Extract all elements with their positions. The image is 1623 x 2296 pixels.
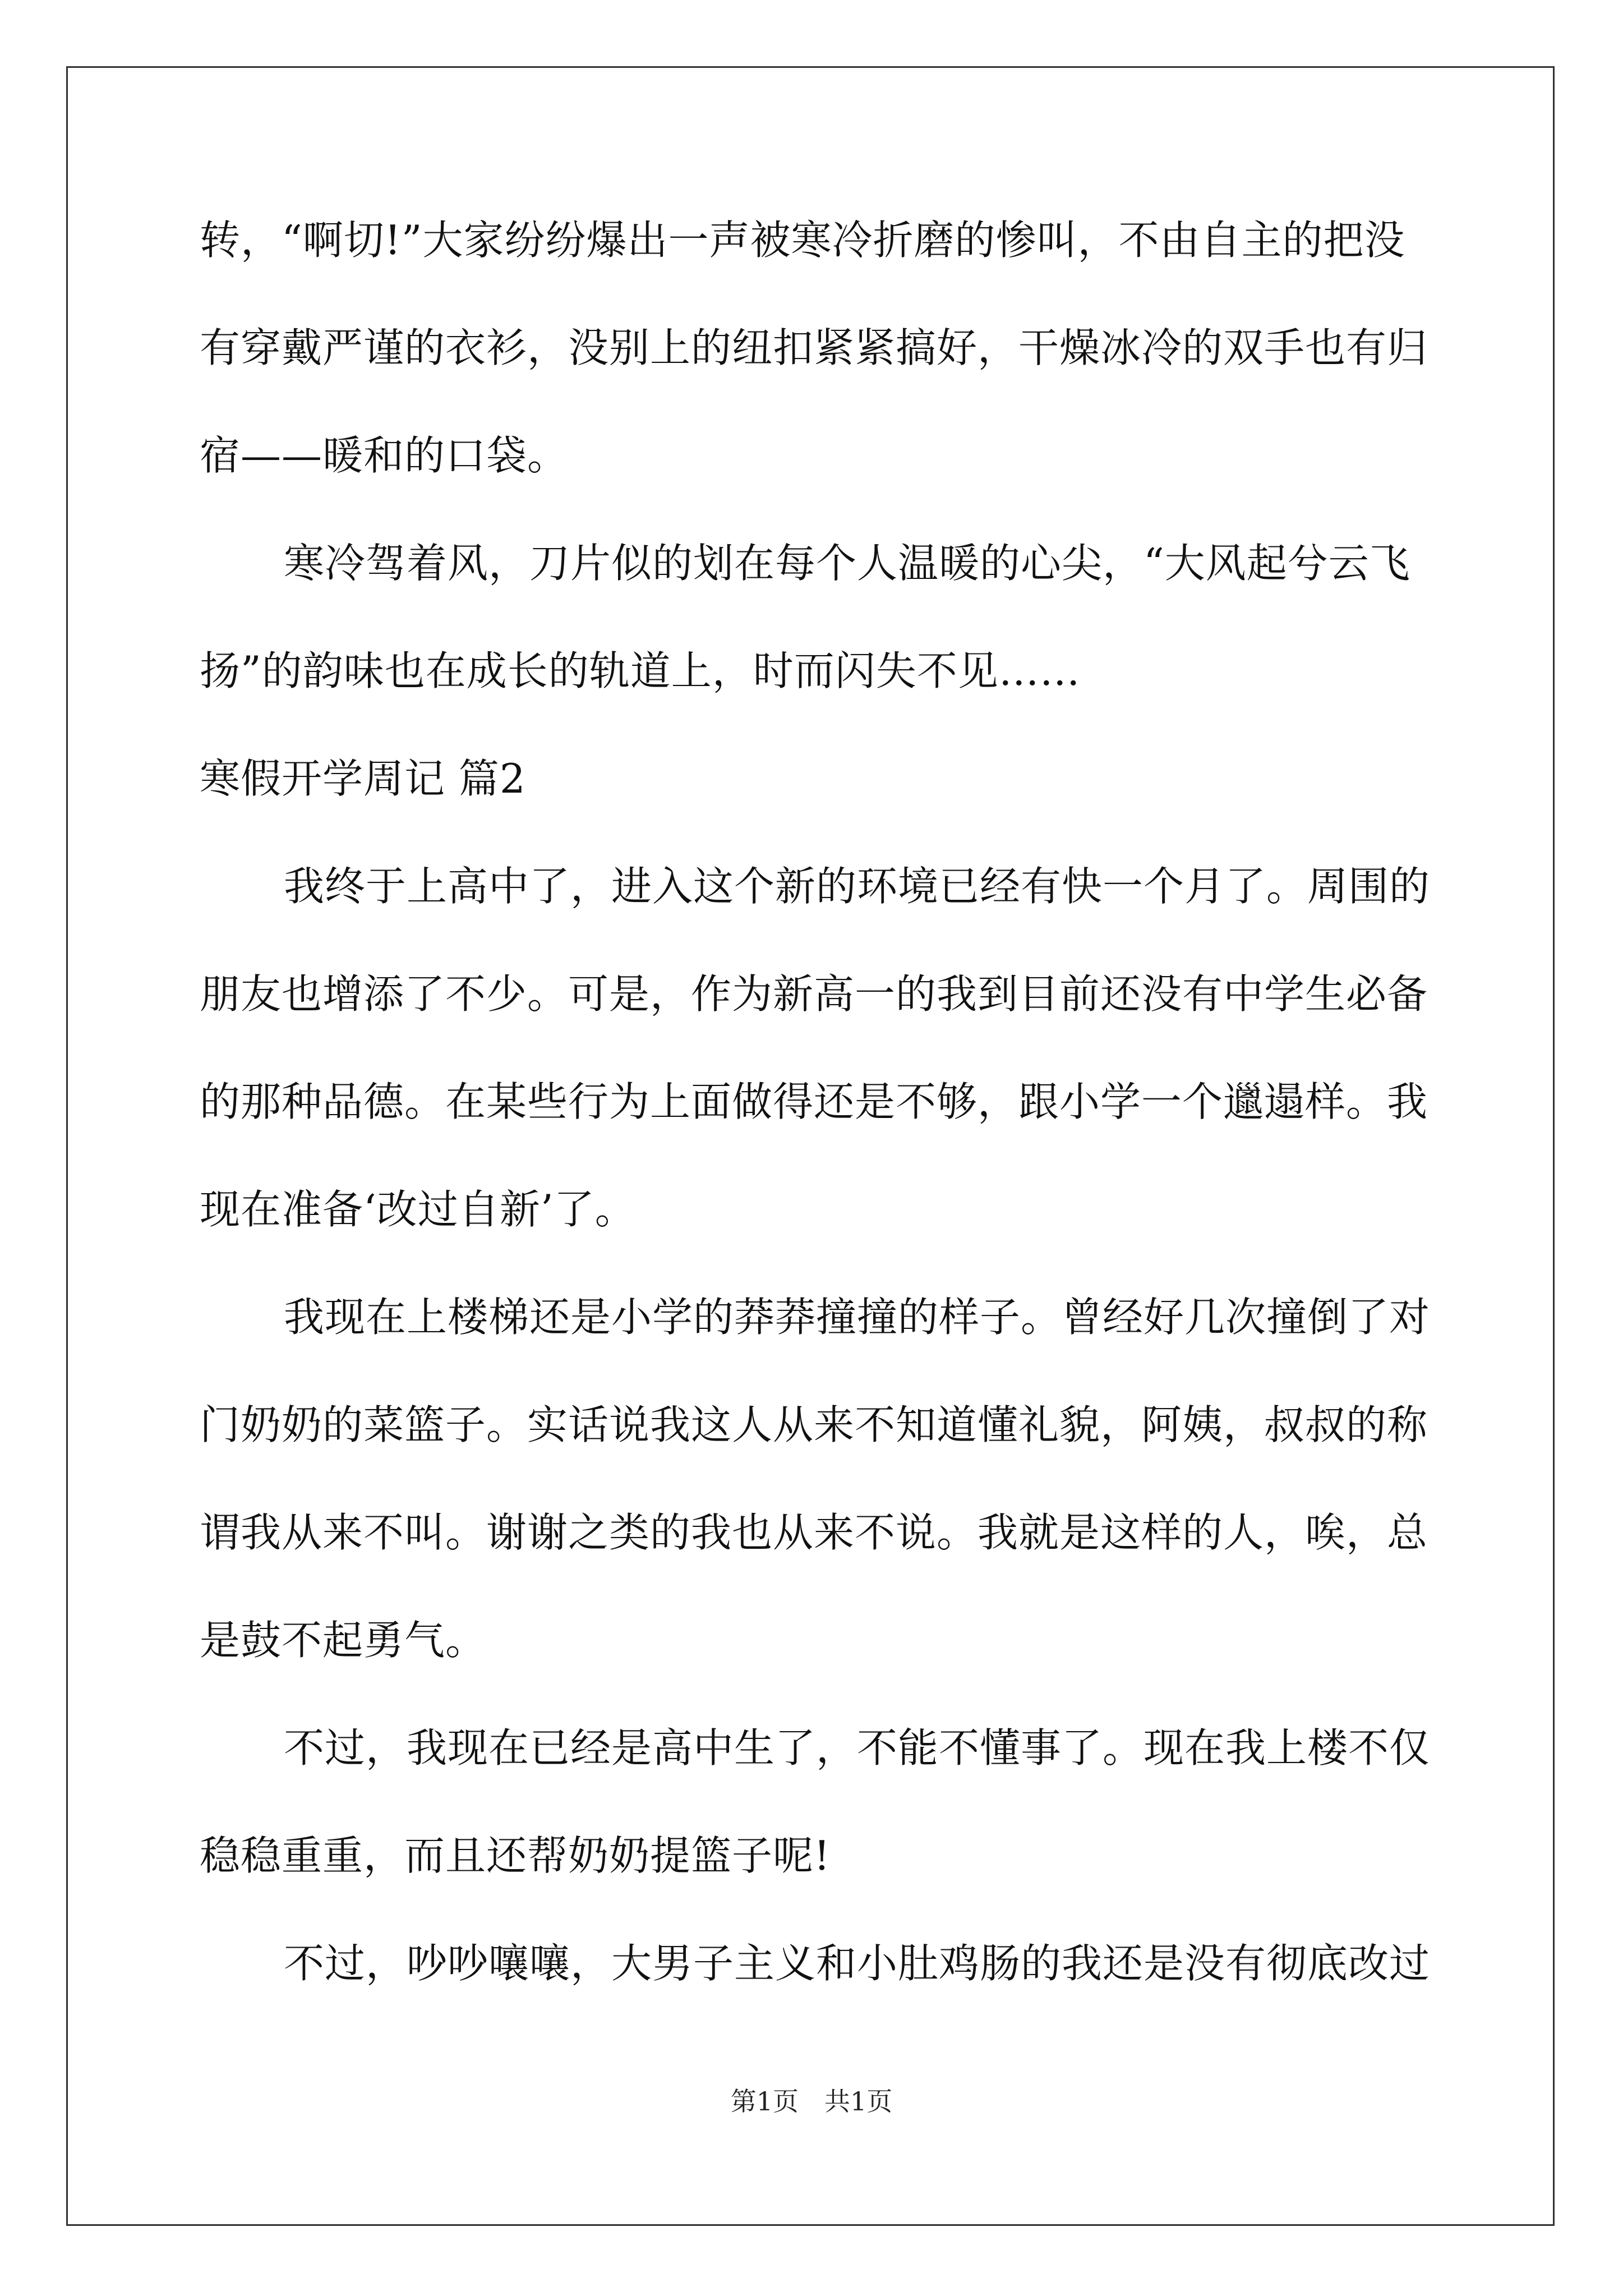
text-line: 不过，吵吵嚷嚷，大男子主义和小肚鸡肠的我还是没有彻底改过 xyxy=(284,1940,1431,1987)
text-line: 转，“啊切!”大家纷纷爆出一声被寒冷折磨的惨叫，不由自主的把没 xyxy=(200,217,1405,264)
text-line: 是鼓不起勇气。 xyxy=(200,1617,487,1664)
text-line: 宿——暖和的口袋。 xyxy=(200,432,569,479)
page-footer: 第1页 共1页 xyxy=(730,2086,893,2116)
text-line: 谓我从来不叫。谢谢之类的我也从来不说。我就是这样的人，唉，总 xyxy=(200,1509,1428,1556)
text-line: 不过，我现在已经是高中生了，不能不懂事了。现在我上楼不仅 xyxy=(284,1724,1431,1772)
text-line: 有穿戴严谨的衣衫，没别上的纽扣紧紧搞好，干燥冰冷的双手也有归 xyxy=(200,324,1428,371)
section-heading: 寒假开学周记 篇2 xyxy=(200,755,526,802)
text-line: 稳稳重重，而且还帮奶奶提篮子呢! xyxy=(200,1832,831,1879)
text-line: 我现在上楼梯还是小学的莽莽撞撞的样子。曾经好几次撞倒了对 xyxy=(284,1294,1431,1341)
text-line: 朋友也增添了不少。可是，作为新高一的我到目前还没有中学生必备 xyxy=(200,970,1428,1018)
text-line: 门奶奶的菜篮子。实话说我这人从来不知道懂礼貌，阿姨，叔叔的称 xyxy=(200,1401,1428,1448)
text-line: 现在准备‘改过自新’了。 xyxy=(200,1186,636,1233)
text-line: 寒冷驾着风，刀片似的划在每个人温暖的心尖，“大风起兮云飞 xyxy=(284,540,1410,587)
text-line: 的那种品德。在某些行为上面做得还是不够，跟小学一个邋遢样。我 xyxy=(200,1078,1428,1125)
text-line: 扬”的韵味也在成长的轨道上，时而闪失不见…… xyxy=(200,647,1081,694)
text-line: 我终于上高中了，进入这个新的环境已经有快一个月了。周围的 xyxy=(284,863,1431,910)
document-body xyxy=(200,213,1433,2044)
